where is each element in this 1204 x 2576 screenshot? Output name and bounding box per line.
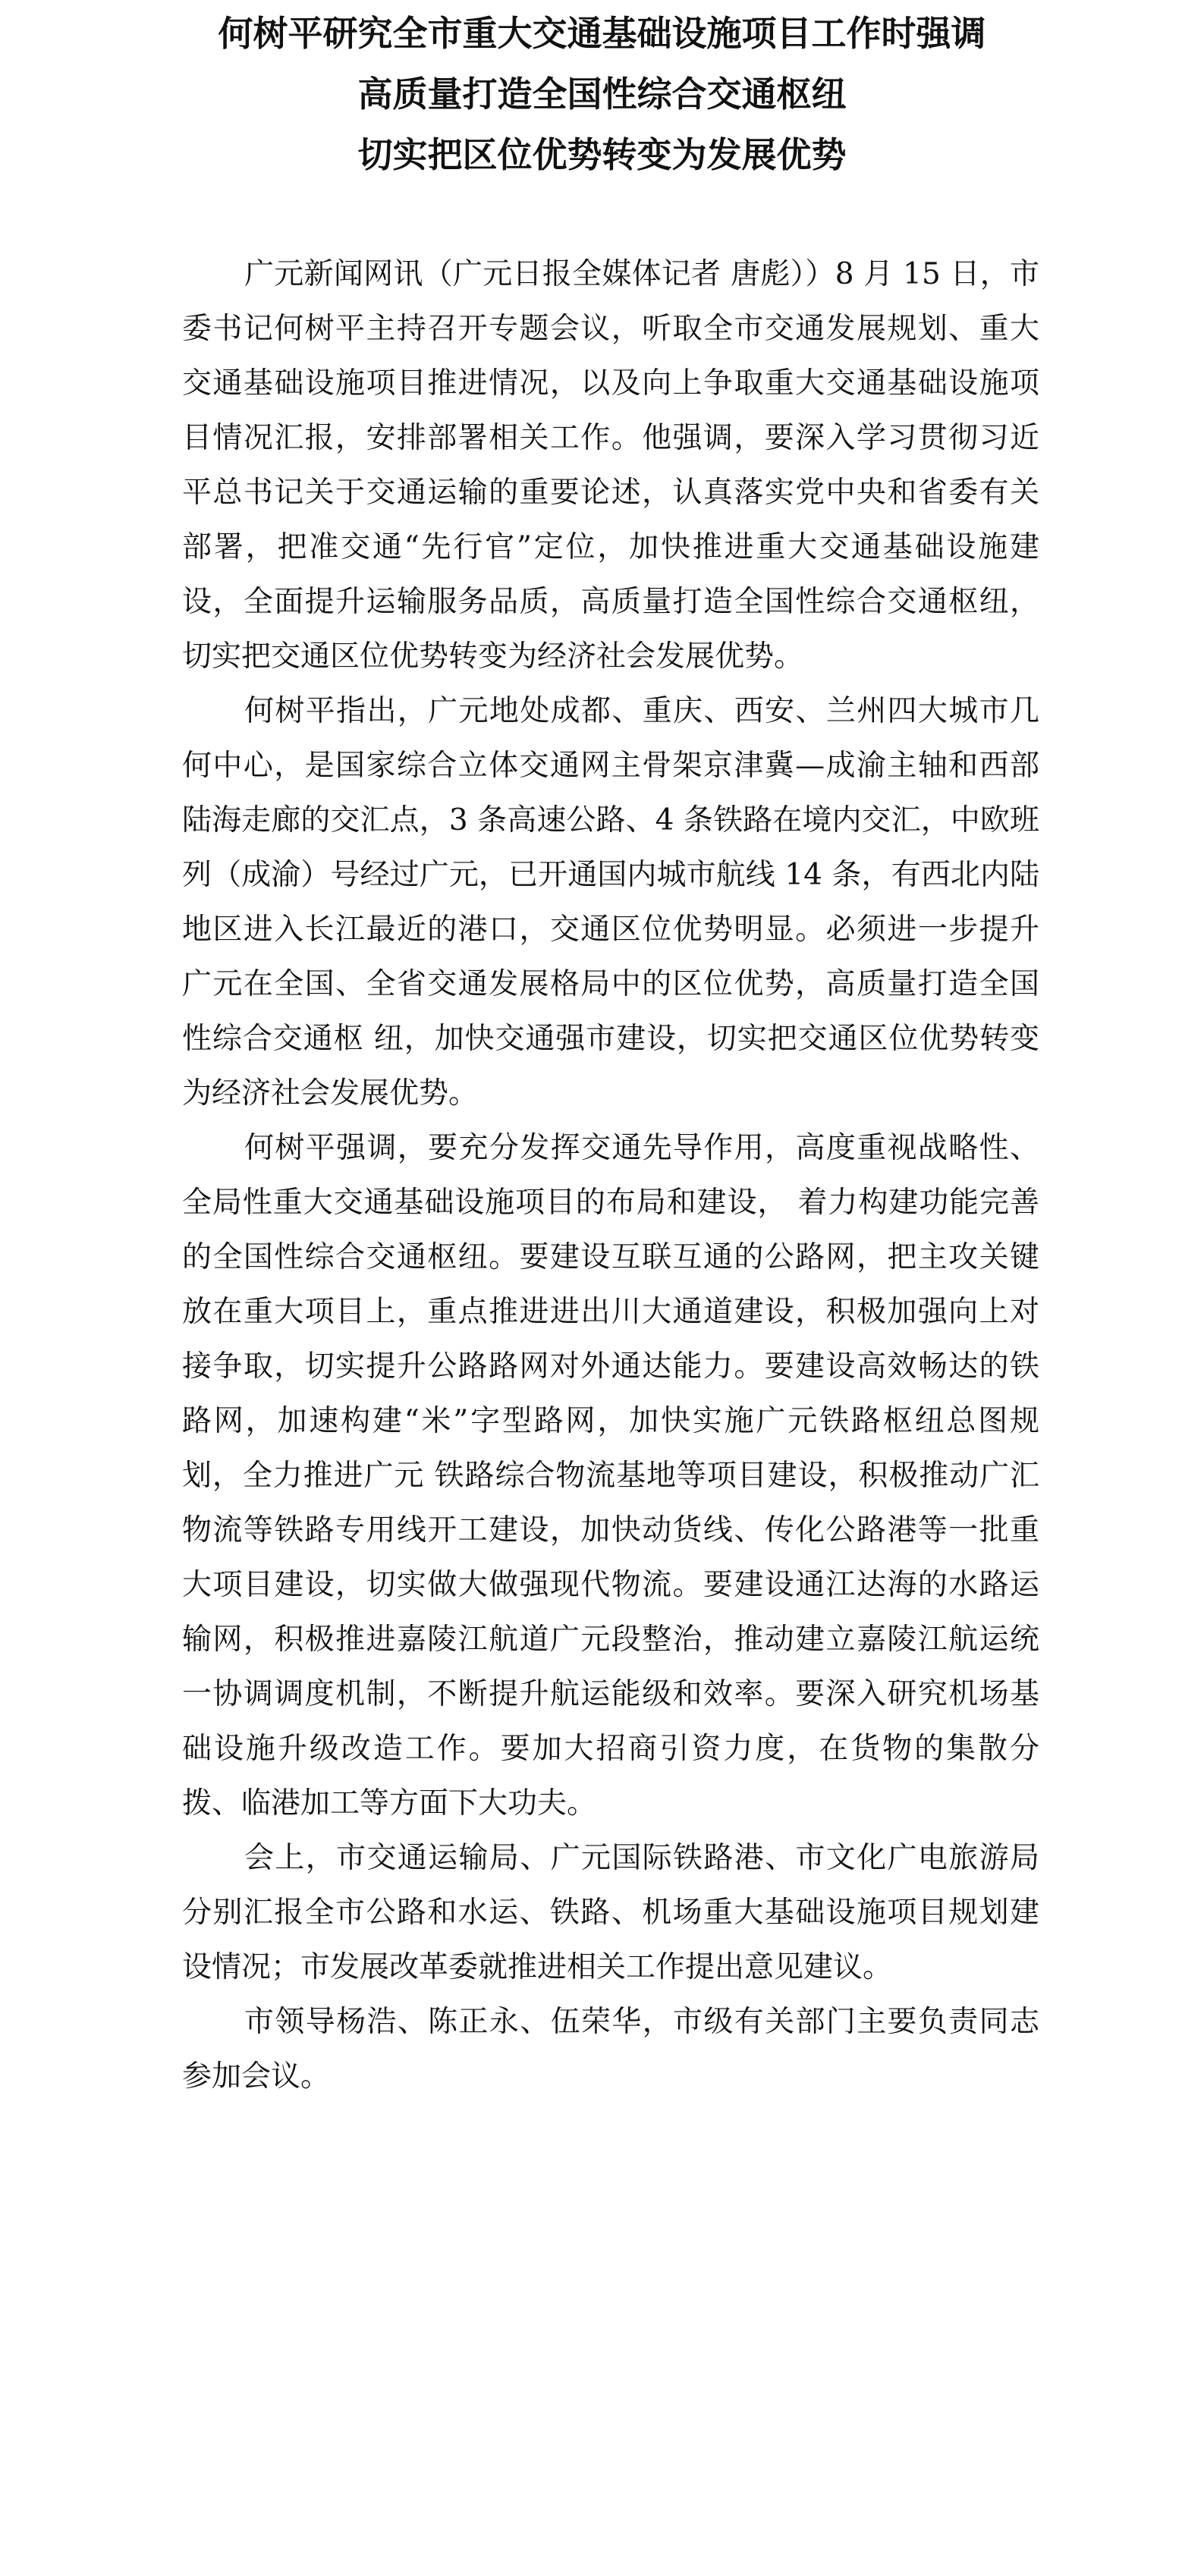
article-body <box>182 247 1039 2104</box>
headline-line-3: 切实把区位优势转变为发展优势 <box>357 134 847 175</box>
headline-line-2: 高质量打造全国性综合交通枢纽 <box>357 74 847 115</box>
headline-line-1: 何树平研究全市重大交通基础设施项目工作时强调 <box>218 13 986 54</box>
paragraph-reports: 会上，市交通运输局、广元国际铁路港、市文化广电旅游局分别汇报全市公路和水运、铁路、机场重大基础设施项目规划建设情况；市发展改革委就推进相关工作提出意见建议。 <box>182 1841 1039 1984</box>
paragraph-attendees: 市领导杨浩、陈正永、伍荣华，市级有关部门主要负责同志参加会议。 <box>182 2005 1039 2094</box>
paragraph-location: 何树平指出，广元地处成都、重庆、西安、兰州四大城市几何中心，是国家综合立体交通网主骨架京津冀—成渝主轴和西部陆海走廊的交汇点，3 条高速公路、4 条铁路在境内交汇，中欧班列（成渝）号经过广元，已开通国内城市航线 14 条，有西北内陆地区进入长江最近的港口，交通区位优势明显。必须进一步提升广元在全国、全省交通发展格局中的区位优势，高质量打造全国性综合交通枢 纽，加快交通强市建设，切实把交通区位优势转变为经济社会发展优势。 <box>182 694 1039 1111</box>
paragraph-emphasis: 何树平强调，要充分发挥交通先导作用，高度重视战略性、全局性重大交通基础设施项目的布局和建设， 着力构建功能完善的全国性综合交通枢纽。要建设互联互通的公路网，把主攻关键放在重大项目上，重点推进进出川大通道建设，积极加强向上对接争取，切实提升公路路网对外通达能力。要建设高效畅达的铁路网，加速构建“米”字型路网，加快实施广元铁路枢纽总图规划，全力推进广元 铁路综合物流基地等项目建设，积极推动广汇物流等铁路专用线开工建设，加快动货线、传化公路港等一批重大项目建设，切实做大做强现代物流。要建设通江达海的水路运输网，积极推进嘉陵江航道广元段整治，推动建立嘉陵江航运统一协调调度机制，不断提升航运能级和效率。要深入研究机场基础设施升级改造工作。要加大招商引资力度，在货物的集散分拨、临港加工等方面下大功夫。 <box>182 1131 1039 1820</box>
paragraph-lead: 广元新闻网讯（广元日报全媒体记者 唐彪））8 月 15 日，市委书记何树平主持召开专题会议，听取全市交通发展规划、重大交通基础设施项目推进情况，以及向上争取重大交通基础设施项目情况汇报，安排部署相关工作。他强调，要深入学习贯彻习近平总书记关于交通运输的重要论述，认真落实党中央和省委有关部署，把准交通“先行官”定位，加快推进重大交通基础设施建设，全面提升运输服务品质，高质量打造全国性综合交通枢纽，切实把交通区位优势转变为经济社会发展优势。 <box>182 257 1039 674</box>
